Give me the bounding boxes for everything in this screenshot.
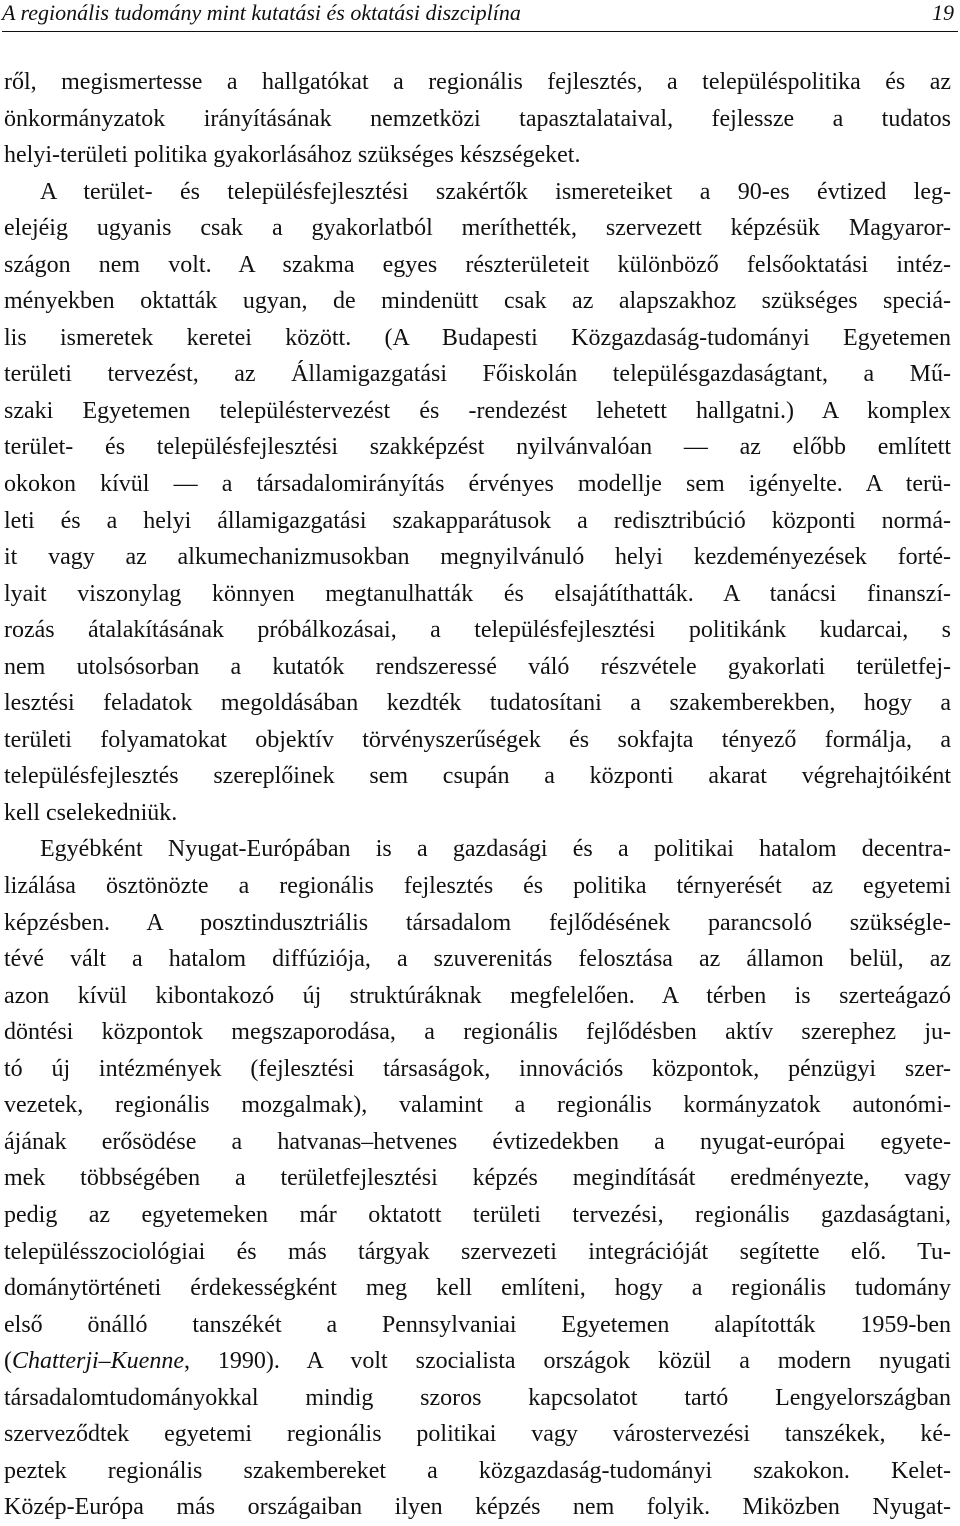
text-line: önkormányzatok irányításának nemzetközi tapasztalataival, fejlessze a tudatos bbox=[4, 105, 951, 132]
text-line: vezetek, regionális mozgalmak), valamint a regionális kormányzatok autonómi- bbox=[4, 1092, 951, 1119]
text-line: első önálló tanszékét a Pennsylvaniai Egyetemen alapították 1959-ben bbox=[4, 1311, 951, 1338]
header-title: A regionális tudomány mint kutatási és oktatási diszciplína bbox=[2, 0, 521, 25]
text-line: helyi-területi politika gyakorlásához szükséges készségeket. bbox=[4, 142, 581, 169]
text-line: mek többségében a területfejlesztési képzés megindítását eredményezte, vagy bbox=[4, 1165, 951, 1192]
text-line: Egyébként Nyugat-Európában is a gazdasági és a politikai hatalom decentra- bbox=[40, 836, 951, 863]
text-line: ről, megismertesse a hallgatókat a regionális fejlesztés, a településpolitika és az bbox=[4, 69, 951, 95]
text-line: lizálása ösztönözte a regionális fejlesztés és politika térnyerését az egyetemi bbox=[4, 873, 951, 900]
text-line: döntési központok megszaporodása, a regionális fejlődésben aktív szerephez ju- bbox=[4, 1019, 951, 1046]
text-line: területi folyamatokat objektív törvényszerűségek és sokfajta tényező formálja, a bbox=[4, 726, 951, 753]
text-line: azon kívül kibontakozó új struktúráknak megfelelően. A térben is szerteágazó bbox=[4, 982, 951, 1009]
text-line: szágon nem volt. A szakma egyes részterületeit különböző felsőoktatási intéz- bbox=[4, 251, 951, 278]
text-line: A terület- és településfejlesztési szakértők ismereteiket a 90-es évtized leg- bbox=[40, 178, 951, 205]
text-line: lesztési feladatok megoldásában kezdték tudatosítani a szakemberekben, hogy a bbox=[4, 690, 951, 717]
text-line bbox=[4, 1343, 951, 1380]
body-text bbox=[4, 64, 951, 1526]
text-line: lyait viszonylag könnyen megtanulhatták és elsajátíthatták. A tanácsi finanszí- bbox=[4, 580, 951, 607]
text-line: területi tervezést, az Államigazgatási Főiskolán településgazdaságtant, a Mű- bbox=[4, 361, 951, 388]
text-line-part: ( bbox=[4, 1348, 12, 1375]
text-line: peztek regionális szakembereket a közgazdaság-tudományi szakokon. Kelet- bbox=[4, 1457, 951, 1484]
text-line: ájának erősödése a hatvanas–hetvenes évtizedekben a nyugat-európai egyete- bbox=[4, 1128, 951, 1155]
text-line: elejéig ugyanis csak a gyakorlatból meríthették, szervezett képzésük Magyaror- bbox=[4, 215, 951, 242]
text-line: lis ismeretek keretei között. (A Budapesti Közgazdaság-tudományi Egyetemen bbox=[4, 324, 951, 351]
text-line: szerveződtek egyetemi regionális politikai vagy várostervezési tanszékek, ké- bbox=[4, 1421, 951, 1448]
text-line-part: , 1990). A volt szocialista országok közül a modern nyugati bbox=[183, 1348, 951, 1375]
text-line: tó új intézmények (fejlesztési társaságok, innovációs központok, pénzügyi szer- bbox=[4, 1055, 951, 1082]
text-line: kell cselekedniük. bbox=[4, 799, 178, 826]
text-line: társadalomtudományokkal mindig szoros kapcsolatot tartó Lengyelországban bbox=[4, 1384, 951, 1411]
text-line: terület- és településfejlesztési szakképzést nyilvánvalóan — az előbb említett bbox=[4, 434, 951, 461]
running-header bbox=[2, 0, 954, 28]
text-line: pedig az egyetemeken már oktatott területi tervezési, regionális gazdaságtani, bbox=[4, 1201, 951, 1228]
text-line: képzésben. A posztindusztriális társadalom fejlődésének parancsoló szükségle- bbox=[4, 909, 951, 936]
citation-authors: Chatterji–Kuenne bbox=[12, 1348, 184, 1375]
text-line: leti és a helyi államigazgatási szakapparátusok a redisztribúció központi normá- bbox=[4, 507, 951, 534]
text-line: nem utolsósorban a kutatók rendszeressé váló részvétele gyakorlati területfej- bbox=[4, 653, 951, 680]
text-line: tévé vált a hatalom diffúziója, a szuverenitás felosztása az államon belül, az bbox=[4, 946, 951, 973]
text-line: szaki Egyetemen településtervezést és -rendezést lehetett hallgatni.) A komplex bbox=[4, 397, 951, 424]
page-number: 19 bbox=[932, 0, 954, 25]
text-line: okokon kívül — a társadalomirányítás érvényes modellje sem igényelte. A terü- bbox=[4, 471, 951, 498]
text-line: ményekben oktatták ugyan, de mindenütt csak az alapszakhoz szükséges speciá- bbox=[4, 288, 951, 315]
text-line: dománytörténeti érdekességként meg kell említeni, hogy a regionális tudomány bbox=[4, 1275, 951, 1302]
text-line: településfejlesztés szereplőinek sem csupán a központi akarat végrehajtóiként bbox=[4, 763, 951, 790]
text-line: rozás átalakításának próbálkozásai, a településfejlesztési politikánk kudarcai, s bbox=[4, 617, 951, 644]
header-rule bbox=[2, 31, 958, 32]
text-line: Közép-Európa más országaiban ilyen képzés nem folyik. Miközben Nyugat- bbox=[4, 1494, 951, 1521]
text-line: településszociológiai és más tárgyak szervezeti integrációját segítette elő. Tu- bbox=[4, 1238, 951, 1265]
text-line: it vagy az alkumechanizmusokban megnyilvánuló helyi kezdeményezések forté- bbox=[4, 544, 951, 571]
